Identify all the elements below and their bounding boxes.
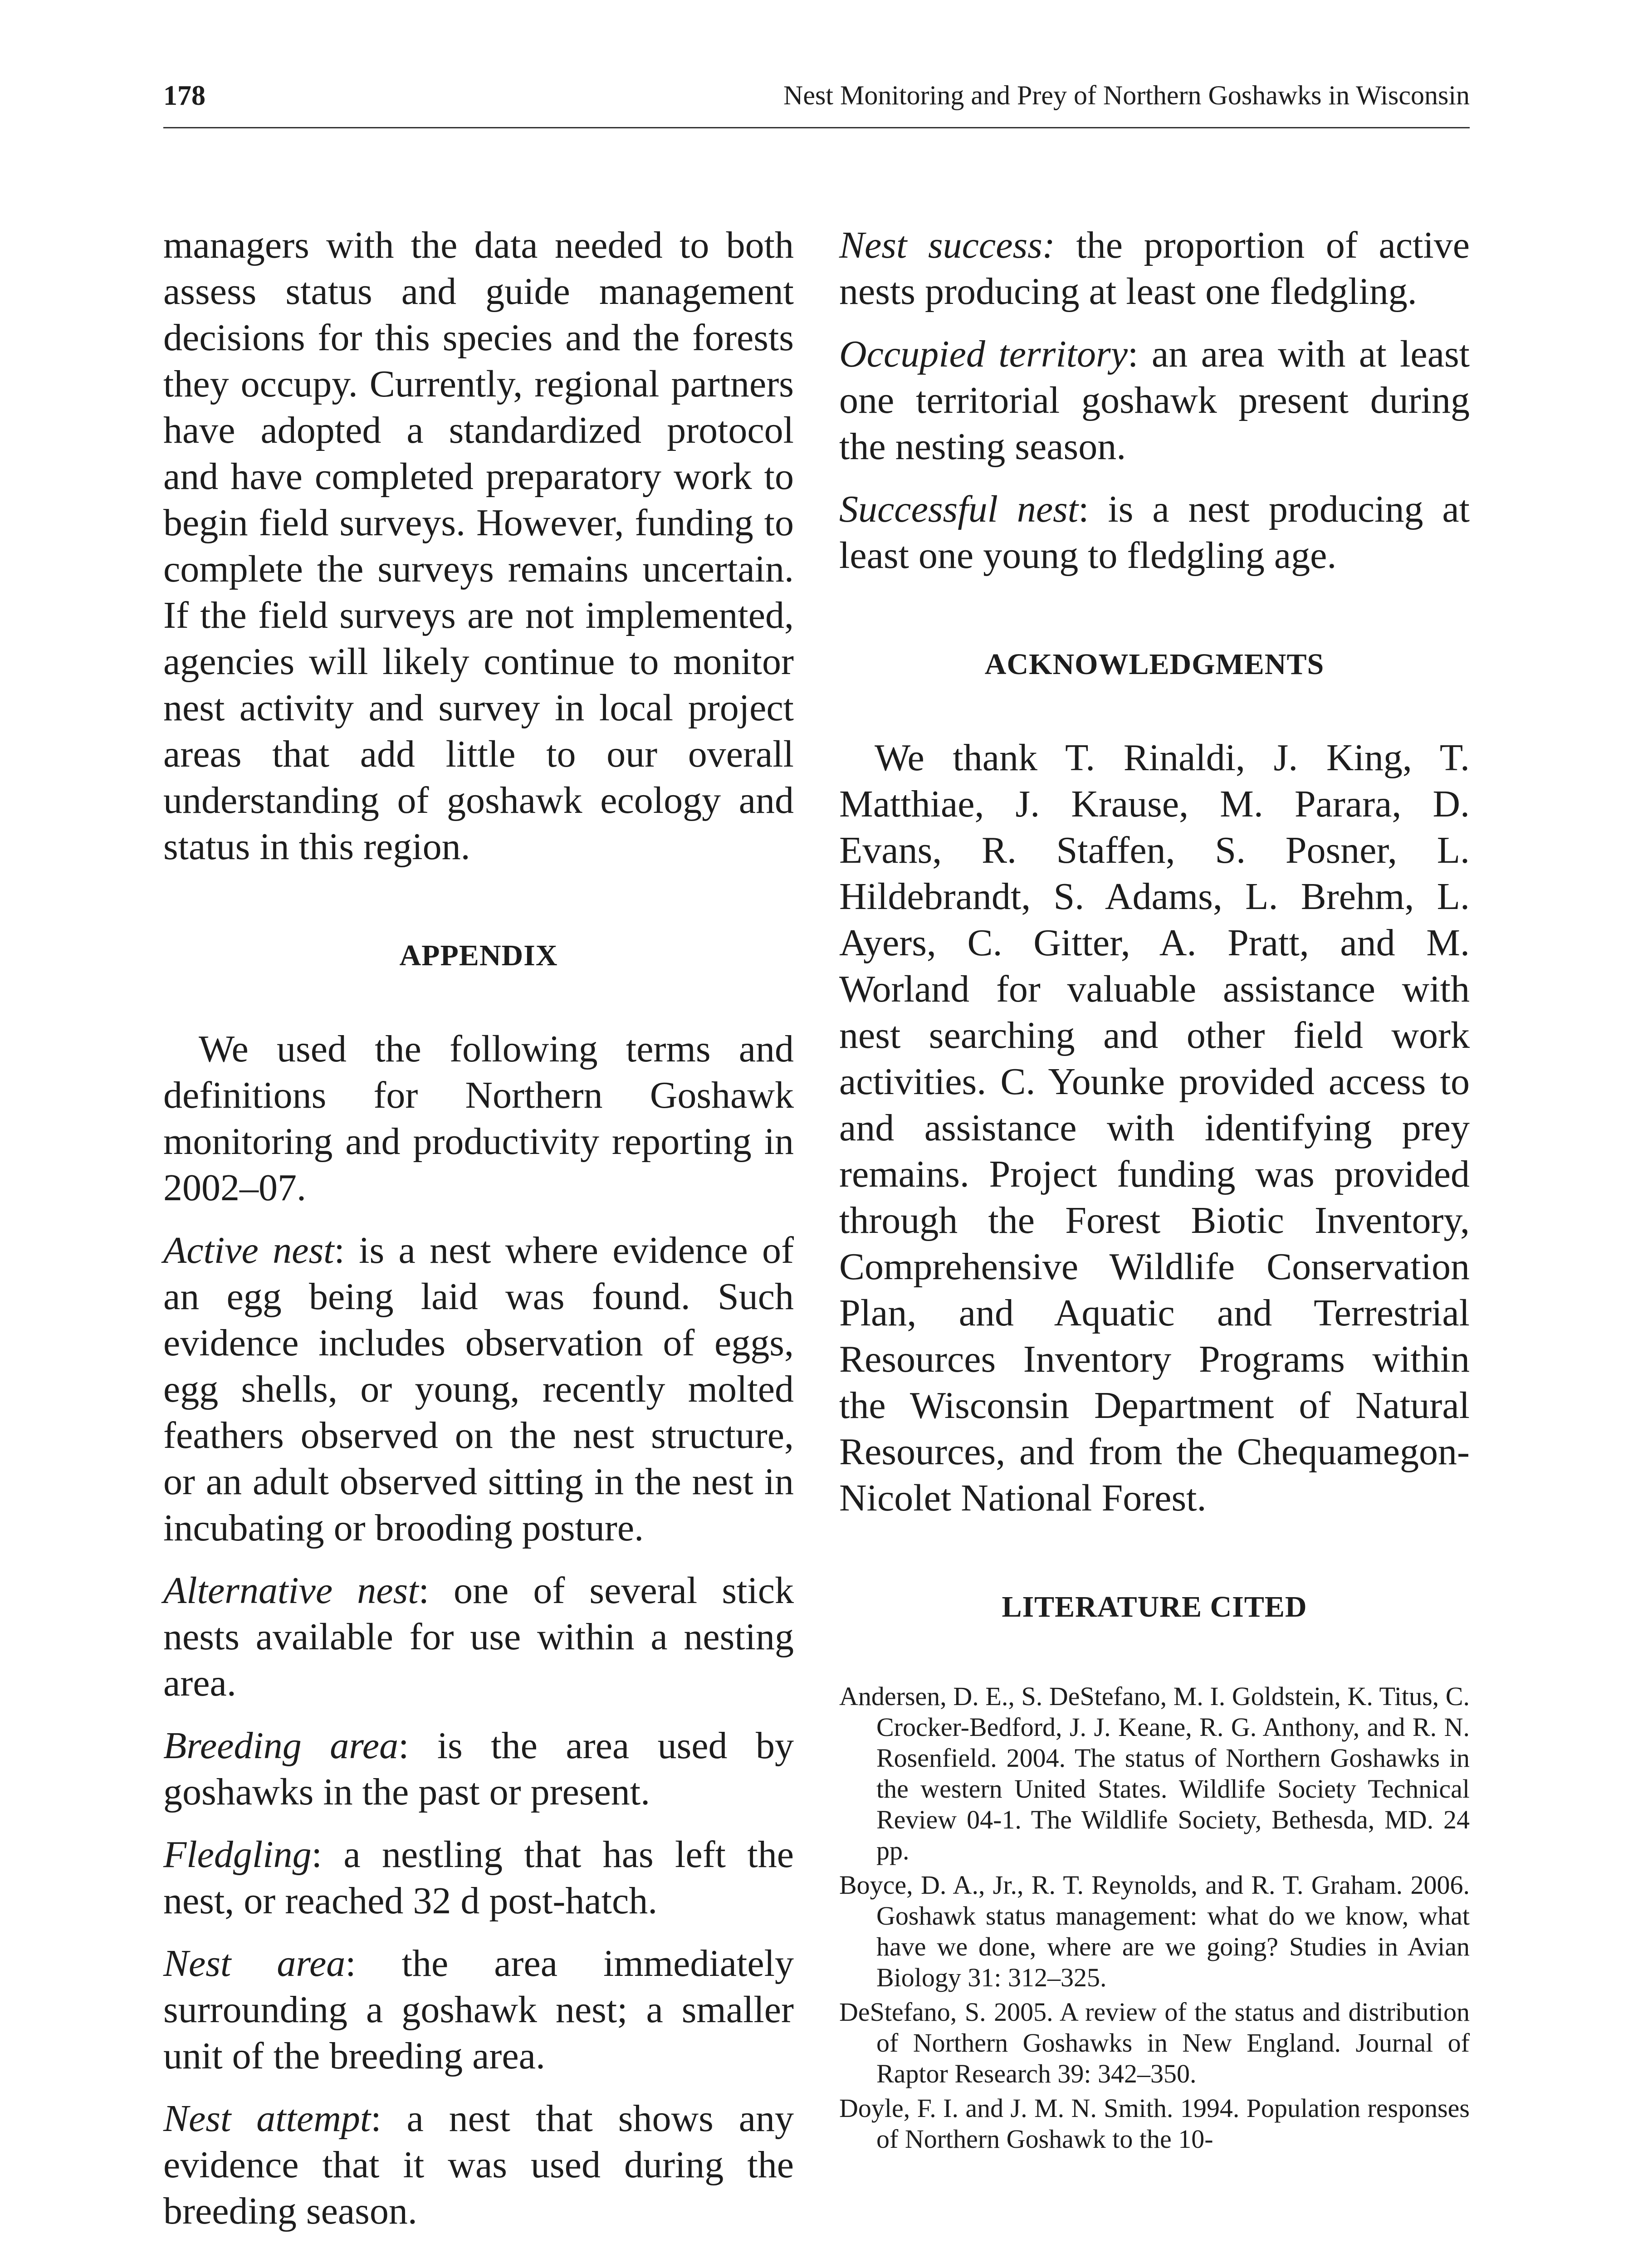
definition-separator [1055,224,1076,266]
definition-separator: : [311,1833,344,1876]
literature-cited-heading: LITERATURE CITED [1002,1590,1307,1623]
definition-separator: : [398,1725,437,1767]
definition-text: the area immediately surrounding a goshawk nest; a smaller unit of the breeding area. [163,1942,794,2077]
left-column [163,222,794,2251]
intro-paragraph: managers with the data needed to both assess status and guide management decisions for this species and the forests they occupy. Currently, regional partners have adopted a standardized protocol and have completed preparatory work to begin field surveys. However, funding to complete the surveys remains uncertain. If the field surveys are not implemented, agencies will likely continue to monitor nest activity and survey in local project areas that add little to our overall understanding of goshawk ecology and status in this region. [163,224,794,868]
definition-term: Active nest [163,1229,334,1271]
definition-active-nest [163,1227,794,1551]
definition-text: is a nest where evidence of an egg being laid was found. Such evidence includes observation of eggs, egg shells, or young, recently molted feathers observed on the nest structure, or an adult observed sitting in the nest in incubating or brooding posture. [163,1229,794,1549]
acknowledgments-text: We thank T. Rinaldi, J. King, T. Matthiae, J. Krause, M. Parara, D. Evans, R. Staffen, S. Posner, L. Hildebrandt, S. Adams, L. Brehm, L. Ayers, C. Gitter, A. Pratt, and M. Worland for valuable assistance with nest searching and other field work activities. C. Younke provided access to and assistance with identifying prey remains. Project funding was provided through the Forest Biotic Inventory, Comprehensive Wildlife Conservation Plan, and Aquatic and Terrestrial Resources Inventory Programs within the Wisconsin Department of Natural Resources, and from the Chequamegon-Nicolet National Forest. [839,737,1470,1519]
running-title: Nest Monitoring and Prey of Northern Goshawks in Wisconsin [783,80,1470,110]
reference-item: Boyce, D. A., Jr., R. T. Reynolds, and R. T. Graham. 2006. Goshawk status management: what do we know, what have we done, where are we going? Studies in Avian Biology 31: 312–325. [839,1870,1470,1992]
definition-term: Alternative nest [163,1569,419,1612]
definition-text: is the area used by goshawks in the past or present. [163,1725,794,1813]
definition-separator: : [371,2097,407,2140]
definition-text: an area with at least one territorial goshawk present during the nesting season. [839,333,1470,468]
right-column [839,222,1470,2158]
definition-separator: : [1078,488,1108,530]
definition-term: Breeding area [163,1725,399,1767]
acknowledgments-heading: ACKNOWLEDGMENTS [984,648,1325,681]
reference-list [839,1681,1470,2155]
definition-nest-success [839,222,1470,315]
reference-item: DeStefano, S. 2005. A review of the status and distribution of Northern Goshawks in New England. Journal of Raptor Research 39: 342–350. [839,1997,1470,2088]
definition-separator: : [1128,333,1152,375]
definition-term: Nest area [163,1942,346,1984]
definition-text: a nest that shows any evidence that it was used during the breeding season. [163,2097,794,2232]
reference-item: Doyle, F. I. and J. M. N. Smith. 1994. Population responses of Northern Goshawk to the 10- [839,2093,1470,2154]
definition-nest-attempt [163,2096,794,2234]
definition-breeding-area [163,1723,794,1815]
definition-term: Nest attempt [163,2097,371,2140]
definition-occupied-territory [839,331,1470,470]
definition-text: is a nest producing at least one young to fledgling age. [839,488,1470,577]
definition-alternative-nest [163,1568,794,1706]
appendix-intro: We used the following terms and definitions for Northern Goshawk monitoring and productivity reporting in 2002–07. [163,1028,794,1209]
reference-item: Andersen, D. E., S. DeStefano, M. I. Goldstein, K. Titus, C. Crocker-Bedford, J. J. Keane, R. G. Anthony, and R. N. Rosenfield. 2004. The status of Northern Goshawks in the western United States. Wildlife Society Technical Review 04-1. The Wildlife Society, Bethesda, MD. 24 pp. [839,1681,1470,1865]
definition-term: Successful nest [839,488,1079,530]
definition-text: one of several stick nests available for use within a nesting area. [163,1569,794,1704]
definition-text: a nestling that has left the nest, or reached 32 d post-hatch. [163,1833,794,1922]
definition-separator: : [418,1569,454,1612]
definition-successful-nest [839,486,1470,579]
definition-fledgling [163,1832,794,1924]
definition-separator: : [345,1942,402,1984]
definition-term: Fledgling [163,1833,312,1876]
definition-nest-area [163,1941,794,2079]
definition-text: the proportion of active nests producing at least one fledgling. [839,224,1470,313]
running-header [163,82,1470,128]
definition-separator: : [334,1229,359,1271]
appendix-heading: APPENDIX [399,939,558,972]
definition-term: Nest success: [839,224,1055,266]
definition-term: Occupied territory [839,333,1128,375]
page-number: 178 [163,80,205,111]
